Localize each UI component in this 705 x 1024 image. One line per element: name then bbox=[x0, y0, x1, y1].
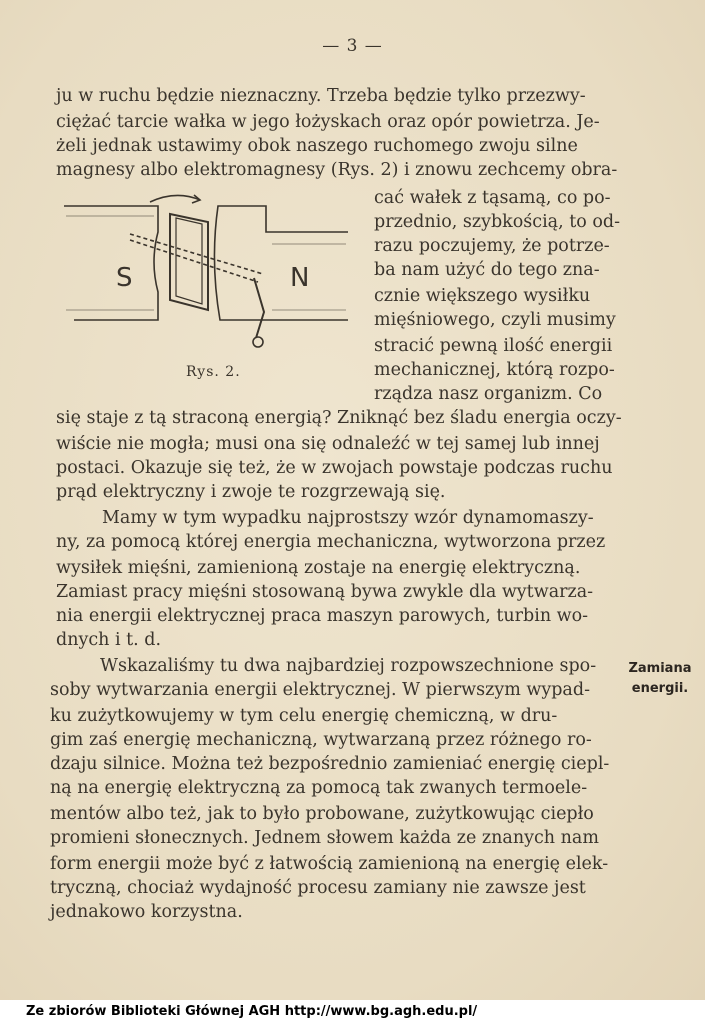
text-line: cznie większego wysiłku bbox=[374, 286, 591, 306]
text-line: się staje z tą straconą energią? Zniknąć bez śladu energia oczy- bbox=[56, 408, 622, 428]
text-line: ciężać tarcie wałka w jego łożyskach oraz opór powietrza. Je- bbox=[56, 112, 600, 132]
text-line: rządza nasz organizm. Co bbox=[374, 384, 603, 404]
text-line: wysiłek mięśni, zamienioną zostaje na energię elektryczną. bbox=[56, 558, 581, 578]
text-line: dnych i t. d. bbox=[56, 630, 162, 650]
text-line: tryczną, chociaż wydajność procesu zamiany nie zawsze jest bbox=[50, 878, 586, 898]
pole-label-s: S bbox=[116, 263, 133, 293]
text-line: promieni słonecznych. Jednem słowem każda ze znanych nam bbox=[50, 828, 599, 848]
text-line: magnesy albo elektromagnesy (Rys. 2) i znowu zechcemy obra- bbox=[56, 160, 618, 180]
text-line: żeli jednak ustawimy obok naszego ruchomego zwoju silne bbox=[56, 136, 578, 156]
text-line: prąd elektryczny i zwoje te rozgrzewają się. bbox=[56, 482, 446, 502]
text-line: Wskazaliśmy tu dwa najbardziej rozpowszechnione spo- bbox=[100, 656, 597, 676]
text-line: postaci. Okazuje się też, że w zwojach powstaje podczas ruchu bbox=[56, 458, 613, 478]
text-line: Mamy w tym wypadku najprostszy wzór dynamomaszy- bbox=[102, 508, 594, 528]
text-line: form energii może być z łatwością zamienioną na energię elek- bbox=[50, 854, 609, 874]
text-line: ku zużytkowujemy w tym celu energię chemiczną, w dru- bbox=[50, 706, 558, 726]
text-line: gim zaś energię mechaniczną, wytwarzaną przez różnego ro- bbox=[50, 730, 592, 750]
text-line: soby wytwarzania energii elektrycznej. W pierwszym wypad- bbox=[50, 680, 590, 700]
text-line: mechanicznej, którą rozpo- bbox=[374, 360, 615, 380]
figure-caption: Rys. 2. bbox=[186, 364, 241, 380]
text-line: jednakowo korzystna. bbox=[50, 902, 243, 922]
text-line: ny, za pomocą której energia mechaniczna, wytworzona przez bbox=[56, 532, 606, 552]
text-line: razu poczujemy, że potrze- bbox=[374, 236, 610, 256]
pole-label-n: N bbox=[290, 263, 310, 293]
text-line: Zamiast pracy mięśni stosowaną bywa zwykle dla wytwarza- bbox=[56, 582, 594, 602]
margin-note-line: Zamiana bbox=[628, 661, 692, 676]
text-line: ju w ruchu będzie nieznaczny. Trzeba będzie tylko przezwy- bbox=[56, 86, 586, 106]
text-line: dzaju silnice. Można też bezpośrednio zamieniać energię ciepl- bbox=[50, 754, 610, 774]
text-line: mentów albo też, jak to było probowane, zużytkowując ciepło bbox=[50, 804, 594, 824]
text-line: przednio, szybkością, to od- bbox=[374, 212, 621, 232]
page-number: — 3 — bbox=[322, 36, 383, 56]
text-line: wiście nie mogła; musi ona się odnaleźć w tej samej lub innej bbox=[56, 434, 600, 454]
margin-note-line: energii. bbox=[631, 681, 689, 696]
library-footer: Ze zbiorów Biblioteki Głównej AGH http://www.bg.agh.edu.pl/ bbox=[0, 1000, 705, 1024]
text-line: stracić pewną ilość energii bbox=[374, 336, 613, 356]
dynamo-drawing bbox=[58, 192, 358, 362]
text-line: mięśniowego, czyli musimy bbox=[374, 310, 616, 330]
text-line: nia energii elektrycznej praca maszyn parowych, turbin wo- bbox=[56, 606, 589, 626]
text-line: ba nam użyć do tego zna- bbox=[374, 260, 600, 280]
text-line: ną na energię elektryczną za pomocą tak zwanych termoele- bbox=[50, 778, 588, 798]
figure-dynamo-illustration bbox=[58, 192, 358, 362]
text-line: cać wałek z tąsamą, co po- bbox=[374, 188, 611, 208]
